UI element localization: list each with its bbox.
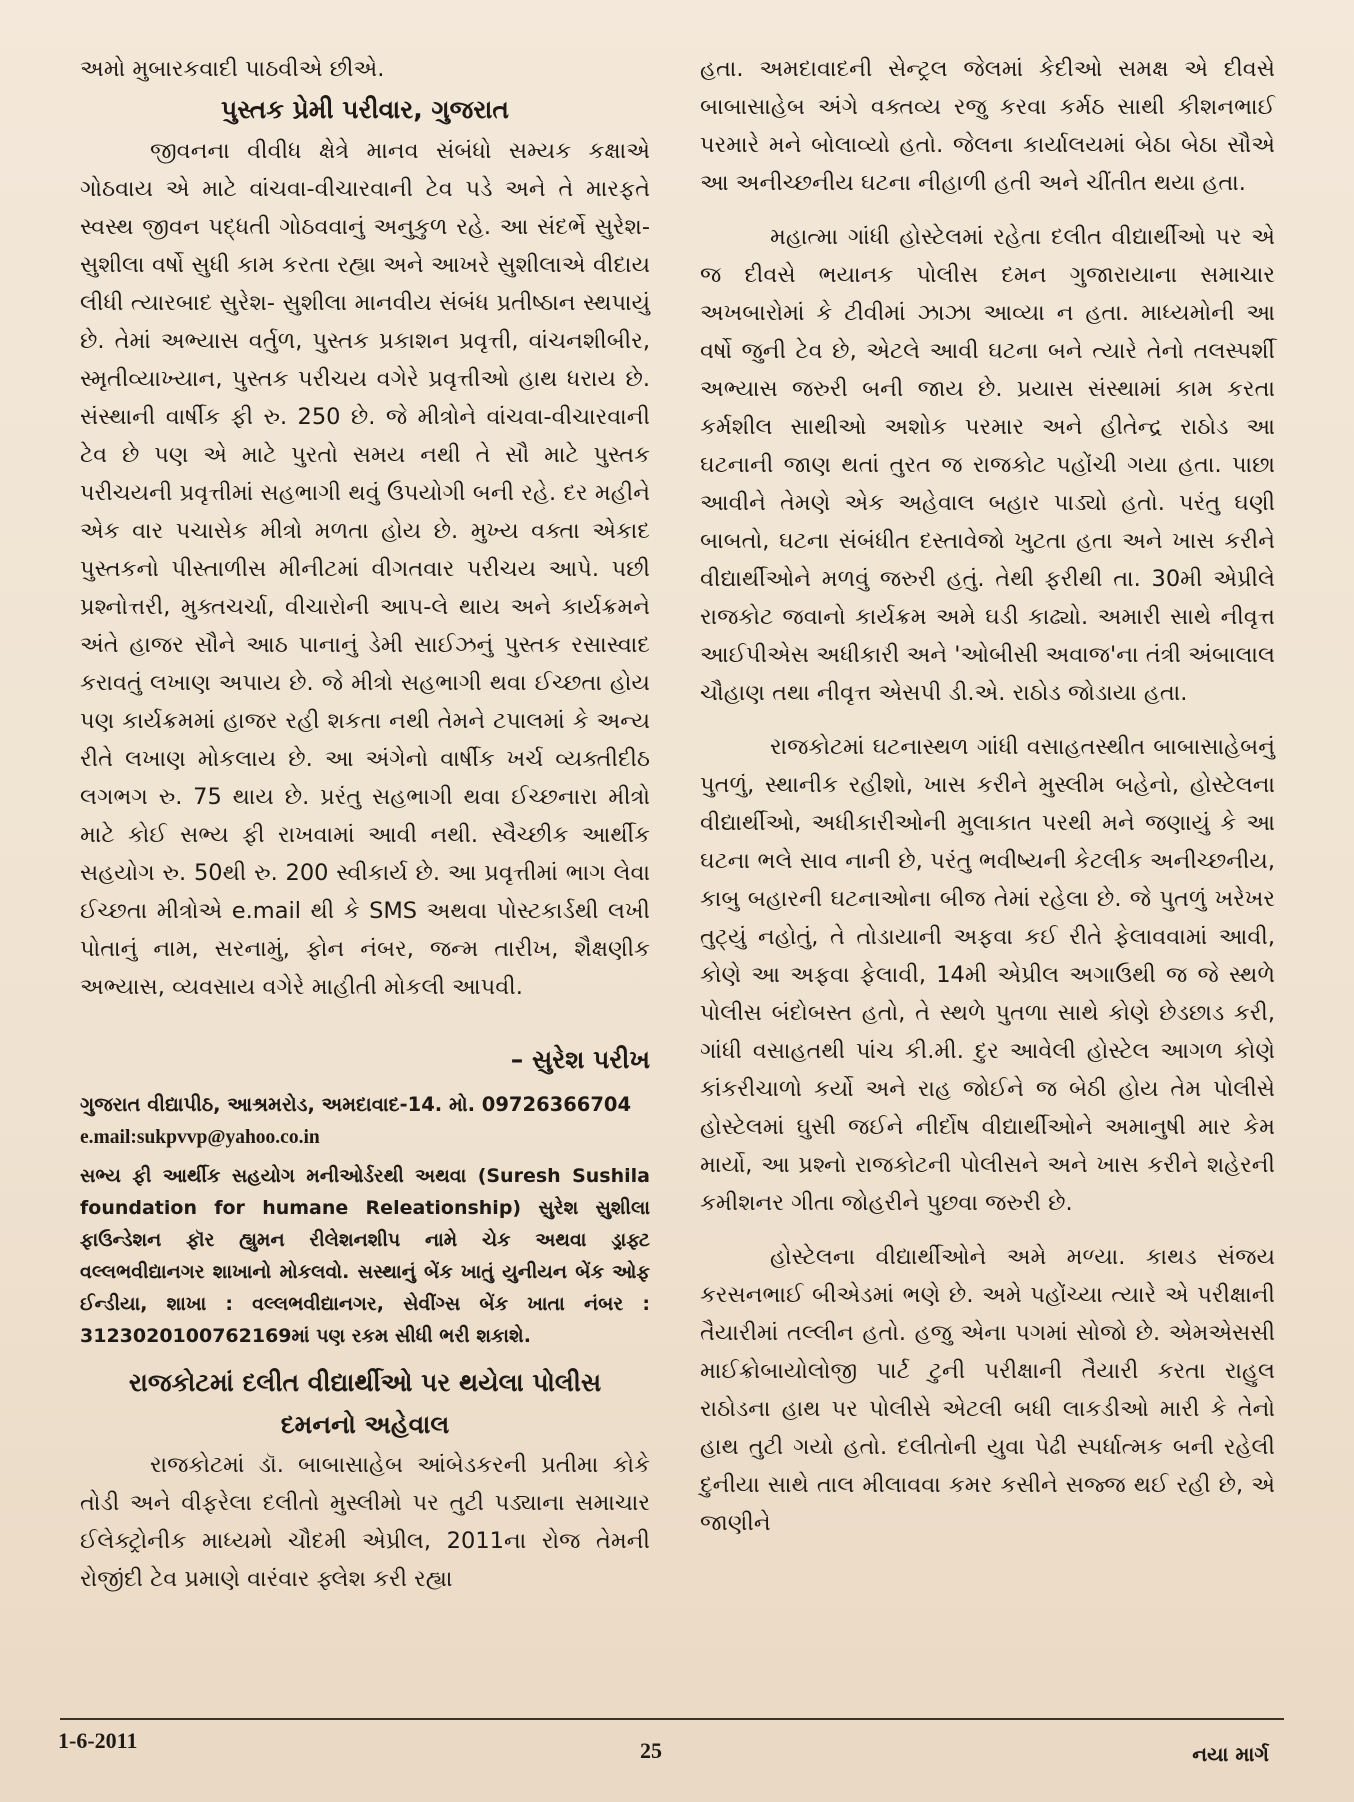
left-column [80, 50, 650, 1598]
magazine-name: નયા માર્ગ [1192, 1742, 1269, 1766]
report-paragraph: રાજકોટમાં ડૉ. બાબાસાહેબ આંબેડકરની પ્રતીમા કોકે તોડી અને વીફરેલા દલીતો મુસ્લીમો પર તુટી પડ્યાના સમાચાર ઈલેક્ટ્રોનીક માધ્યમો ચૌદમી એપ્રીલ, 2011ના રોજ તેમની રોજીંદી ટેવ પ્રમાણે વારંવાર ફ્લેશ કરી રહ્યા [80, 1452, 650, 1592]
body-paragraph: હતા. અમદાવાદની સેન્ટ્રલ જેલમાં કેદીઓ સમક્ષ એ દીવસે બાબાસાહેબ અંગે વક્તવ્ય રજુ કરવા કર્મઠ સાથી કીશનભાઈ પરમારે મને બોલાવ્યો હતો. જેલના કાર્યાલયમાં બેઠા બેઠા સૌએ આ અનીચ્છનીય ઘટના નીહાળી હતી અને ચીંતીત થયા હતા. [700, 56, 1275, 196]
body-paragraph: મહાત્મા ગાંધી હોસ્ટેલમાં રહેતા દલીત વીદ્યાર્થીઓ પર એ જ દીવસે ભયાનક પોલીસ દમન ગુજારાયાના સમાચાર અખબારોમાં કે ટીવીમાં ઝાઝા આવ્યા ન હતા. માધ્યમોની આ વર્ષો જુની ટેવ છે, એટલે આવી ઘટના બને ત્યારે તેનો તલસ્પર્શી અભ્યાસ જરુરી બની જાય છે. પ્રયાસ સંસ્થામાં કામ કરતા કર્મશીલ સાથીઓ અશોક પરમાર અને હીતેન્દ્ર રાઠોડ આ ઘટનાની જાણ થતાં તુરત જ રાજકોટ પહોંચી ગયા હતા. પાછા આવીને તેમણે એક અહેવાલ બહાર પાડ્યો હતો. પરંતુ ઘણી બાબતો, ઘટના સંબંધીત દસ્તાવેજો ખુટતા હતા અને ખાસ કરીને વીદ્યાર્થીઓને મળવું જરુરી હતું. તેથી ફરીથી તા. 30મી એપ્રીલે રાજકોટ જવાનો કાર્યક્રમ અમે ઘડી કાઢ્યો. અમારી સાથે નીવૃત્ત આઈપીએસ અધીકારી અને 'ઓબીસી અવાજ'ના તંત્રી અંબાલાલ ચૌહાણ તથા નીવૃત્ત એસપી ડી.એ. રાઠોડ જોડાયા હતા. [700, 224, 1275, 706]
issue-date: 1-6-2011 [58, 1728, 138, 1753]
author-signature: – સુરેશ પરીખ [510, 1045, 650, 1074]
report-title-line-1: રાજકોટમાં દલીત વીદ્યાર્થીઓ પર થયેલા પોલીસ [128, 1368, 602, 1397]
body-paragraph: રાજકોટમાં ઘટનાસ્થળ ગાંધી વસાહતસ્થીત બાબાસાહેબનું પુતળું, સ્થાનીક રહીશો, ખાસ કરીને મુસ્લીમ બહેનો, હોસ્ટેલના વીદ્યાર્થીઓ, અધીકારીઓની મુલાકાત પરથી મને જણાયું કે આ ઘટના ભલે સાવ નાની છે, પરંતુ ભવીષ્યની કેટલીક અનીચ્છનીય, કાબુ બહારની ઘટનાઓના બીજ તેમાં રહેલા છે. જે પુતળું ખરેખર તુટ્યું નહોતું, તે તોડાયાની અફવા કઈ રીતે ફેલાવવામાં આવી, કોણે આ અફવા ફેલાવી, 14મી એપ્રીલ અગાઉથી જ જે સ્થળે પોલીસ બંદોબસ્ત હતો, તે સ્થળે પુતળા સાથે કોણે છેડછાડ કરી, ગાંધી વસાહતથી પાંચ કી.મી. દુર આવેલી હોસ્ટેલ આગળ કોણે કાંકરીચાળો કર્યો અને રાહ જોઈને જ બેઠી હોય તેમ પોલીસે હોસ્ટેલમાં ઘુસી જઈને નીર્દોષ વીદ્યાર્થીઓને અમાનુષી માર કેમ માર્યો, આ પ્રશ્નો રાજકોટની પોલીસને અને ખાસ કરીને શહેરની કમીશનર ગીતા જોહરીને પુછવા જરુરી છે. [700, 734, 1275, 1216]
donation-note: સભ્ય ફી આર્થીક સહયોગ મનીઓર્ડરથી અથવા (Suresh Sushila foundation for humane Releationship) સુરેશ સુશીલા ફાઉન્ડેશન ફૉર હ્યુમન રીલેશનશીપ નામે ચેક અથવા ડ્રાફ્ટ વલ્લભવીદ્યાનગર શાખાનો મોકલવો. સસ્થાનું બેંક ખાતું યુનીયન બેંક ઓફ ઈન્ડીયા, શાખા : વલ્લભવીદ્યાનગર, સેવીંગ્સ બેંક ખાતા નંબર : 312302010076216​9માં પણ રકમ સીધી ભરી શકાશે. [80, 1165, 650, 1347]
author-email: e.mail:sukpvvp@yahoo.co.in [80, 1127, 320, 1148]
right-column [700, 50, 1275, 1542]
page-number: 25 [640, 1738, 662, 1763]
section-heading: પુસ્તક પ્રેમી પરીવાર, ગુજરાત [221, 95, 509, 124]
body-paragraph: જીવનના વીવીધ ક્ષેત્રે માનવ સંબંધો સમ્યક કક્ષાએ ગોઠવાય એ માટે વાંચવા-વીચારવાની ટેવ પડે અને તે મારફતે સ્વસ્થ જીવન પદ્ધતી ગોઠવવાનું અનુકુળ રહે. આ સંદર્ભે સુરેશ- સુશીલા વર્ષો સુધી કામ કરતા રહ્યા અને આખરે સુશીલાએ વીદાય લીધી ત્યારબાદ સુરેશ- સુશીલા માનવીય સંબંધ પ્રતીષ્ઠાન સ્થપાયું છે. તેમાં અભ્યાસ વર્તુળ, પુસ્તક પ્રકાશન પ્રવૃત્તી, વાંચનશીબીર, સ્મૃતીવ્યાખ્યાન, પુસ્તક પરીચય વગેરે પ્રવૃત્તીઓ હાથ ધરાય છે. સંસ્થાની વાર્ષીક ફી રુ. 250 છે. જે મીત્રોને વાંચવા-વીચારવાની ટેવ છે પણ એ માટે પુરતો સમય નથી તે સૌ માટે પુસ્તક પરીચયની પ્રવૃત્તીમાં સહભાગી થવું ઉપયોગી બની રહે. દર મહીને એક વાર પચાસેક મીત્રો મળતા હોય છે. મુખ્ય વક્તા એકાદ પુસ્તકનો પીસ્તાળીસ મીનીટમાં વીગતવાર પરીચય આપે. પછી પ્રશ્નોત્તરી, મુક્તચર્ચા, વીચારોની આપ-લે થાય અને કાર્યક્રમને અંતે હાજર સૌને આઠ પાનાનું ડેમી સાઈઝનું પુસ્તક રસાસ્વાદ કરાવતું લખાણ અપાય છે. જે મીત્રો સહભાગી થવા ઈચ્છતા હોય પણ કાર્યક્રમમાં હાજર રહી શકતા નથી તેમને ટપાલમાં કે અન્ય રીતે લખાણ મોકલાય છે. આ અંગેનો વાર્ષીક ખર્ચ વ્યક્તીદીઠ લગભગ રુ. 75 થાય છે. પ્રરંતુ સહભાગી થવા ઈચ્છનારા મીત્રો માટે કોઈ સભ્ય ફી રાખવામાં આવી નથી. સ્વૈચ્છીક આર્થીક સહયોગ રુ. 50થી રુ. 200 સ્વીકાર્ય છે. આ પ્રવૃત્તીમાં ભાગ લેવા ઈચ્છતા મીત્રોએ e.mail થી કે SMS અથવા પોસ્ટકાર્ડથી લખી પોતાનું નામ, સરનામું, ફોન નંબર, જન્મ તારીખ, શૈક્ષણીક અભ્યાસ, વ્યવસાય વગેરે માહીતી મોકલી આપવી. [80, 138, 650, 1000]
report-title-line-2: દમનનો અહેવાલ [280, 1410, 450, 1439]
author-address: ગુજરાત વીદ્યાપીઠ, આશ્રમરોડ, અમદાવાદ-14. મો. 09726366704 [80, 1093, 632, 1116]
intro-line: અમો મુબારકવાદી પાઠવીએ છીએ. [80, 56, 385, 82]
footer-divider [60, 1718, 1284, 1720]
body-paragraph: હોસ્ટેલના વીદ્યાર્થીઓને અમે મળ્યા. કાથડ સંજય કરસનભાઈ બીએડમાં ભણે છે. અમે પહોંચ્યા ત્યારે એ પરીક્ષાની તૈયારીમાં તલ્લીન હતો. હજુ એના પગમાં સોજો છે. એમએસસી માઈક્રોબાયોલોજી પાર્ટ ટુની પરીક્ષાની તૈયારી કરતા રાહુલ રાઠોડના હાથ પર પોલીસે એટલી બધી લાકડીઓ મારી કે તેનો હાથ તુટી ગયો હતો. દલીતોની યુવા પેઢી સ્પર્ધાત્મક બની રહેલી દુનીયા સાથે તાલ મીલાવવા કમર કસીને સજ્જ થઈ રહી છે, એ જાણીને [700, 1244, 1275, 1536]
